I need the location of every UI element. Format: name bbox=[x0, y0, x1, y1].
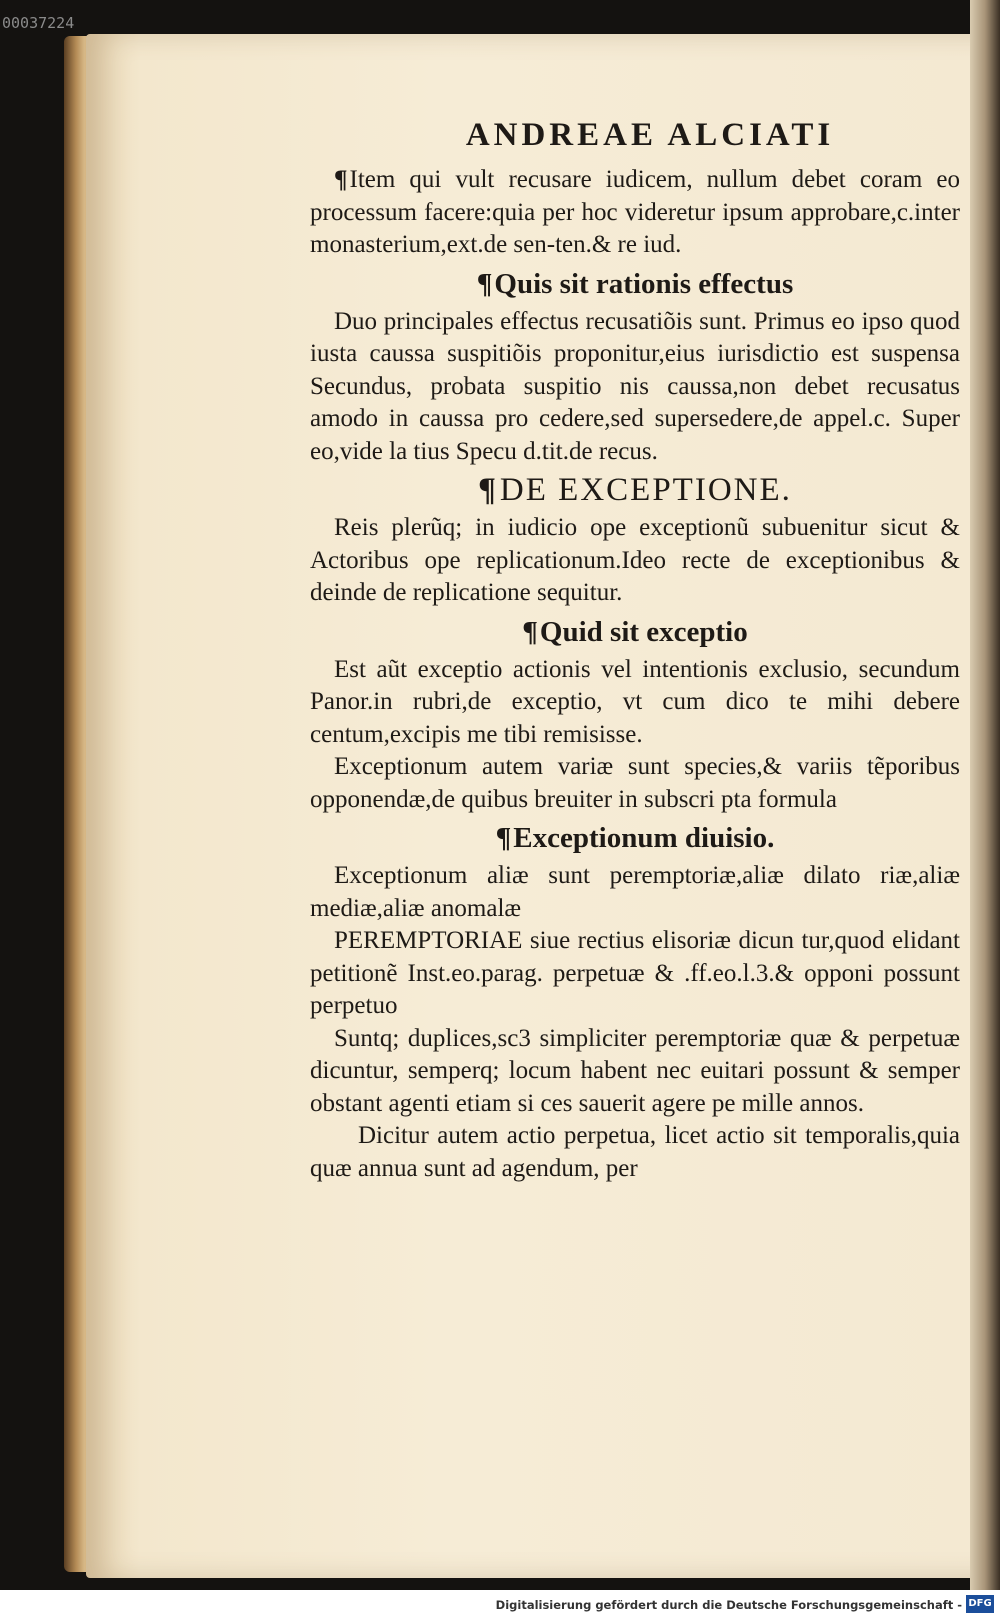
scan-id: 00037224 bbox=[2, 14, 75, 32]
running-head: ANDREAE ALCIATI bbox=[465, 117, 835, 153]
pilcrow-icon: ¶ bbox=[522, 615, 538, 648]
chapter-heading bbox=[310, 470, 960, 510]
heading-text: DE EXCEPTIONE. bbox=[499, 472, 792, 508]
text-block bbox=[310, 112, 960, 1185]
pilcrow-icon: ¶ bbox=[478, 472, 498, 508]
funding-credit: Digitalisierung gefördert durch die Deutsche Forschungsgemeinschaft - bbox=[495, 1598, 962, 1612]
paragraph: Duo principales effectus recusatiõis sunt. Primus eo ipso quod iusta caussa suspitiõis proponitur,eius iurisdictio est suspensa Secundus, probata suspitio nis caussa,non debet recusatus amodo in caussa pro cedere,sed supersedere,de appel.c. Super eo,vide la tius Specu d.tit.de recus. bbox=[310, 307, 960, 465]
paragraph: Dicitur autem actio perpetua, licet actio sit temporalis,quia quæ annua sunt ad agendum, per bbox=[310, 1122, 960, 1182]
pilcrow-icon: ¶ bbox=[334, 166, 348, 193]
footer-bar bbox=[0, 1590, 1000, 1622]
heading-text: Exceptionum diuisio. bbox=[513, 822, 775, 854]
facing-page-strip bbox=[970, 0, 1000, 1590]
section-heading bbox=[310, 264, 960, 304]
paragraph: Exceptionum aliæ sunt peremptoriæ,aliæ dilato riæ,aliæ mediæ,aliæ anomalæ bbox=[310, 862, 960, 922]
heading-text: Quid sit exceptio bbox=[539, 615, 748, 648]
paragraph: Est aũt exceptio actionis vel intentionis exclusio, secundum Panor.in rubri,de exceptio, vt cum dico te mihi debere centum,excipis me tibi remisisse. bbox=[310, 655, 960, 748]
paragraph: Suntq; duplices,sc3 simpliciter peremptoriæ quæ & perpetuæ dicuntur, semperq; locum habent nec euitari possunt & semper obstant agenti etiam si ces sauerit agere pe mille annos. bbox=[310, 1024, 960, 1117]
heading-text: Quis sit rationis effectus bbox=[494, 267, 794, 300]
paragraph: Exceptionum autem variæ sunt species,& variis tẽporibus opponendæ,de quibus breuiter in subscri pta formula bbox=[310, 753, 960, 813]
section-heading bbox=[310, 612, 960, 652]
section-heading bbox=[310, 818, 960, 858]
paragraph bbox=[310, 164, 960, 262]
paragraph: PEREMPTORIAE siue rectius elisoriæ dicun tur,quod elidant petitionẽ Inst.eo.parag. perpetuæ & .ff.eo.l.3.& opponi possunt perpetuo bbox=[310, 927, 960, 1019]
paragraph-text: Item qui vult recusare iudicem, nullum debet coram eo processum facere:quia per hoc videretur ipsum approbare,c.inter monasterium,ext.de sen-ten.& re iud. bbox=[310, 166, 960, 258]
paragraph: Reis plerũq; in iudicio ope exceptionũ subuenitur sicut & Actoribus ope replicationum.Ideo recte de exceptionibus & deinde de replicatione sequitur. bbox=[310, 514, 960, 606]
pilcrow-icon: ¶ bbox=[476, 267, 493, 300]
pilcrow-icon: ¶ bbox=[495, 822, 512, 854]
dfg-logo: DFG bbox=[966, 1595, 994, 1613]
